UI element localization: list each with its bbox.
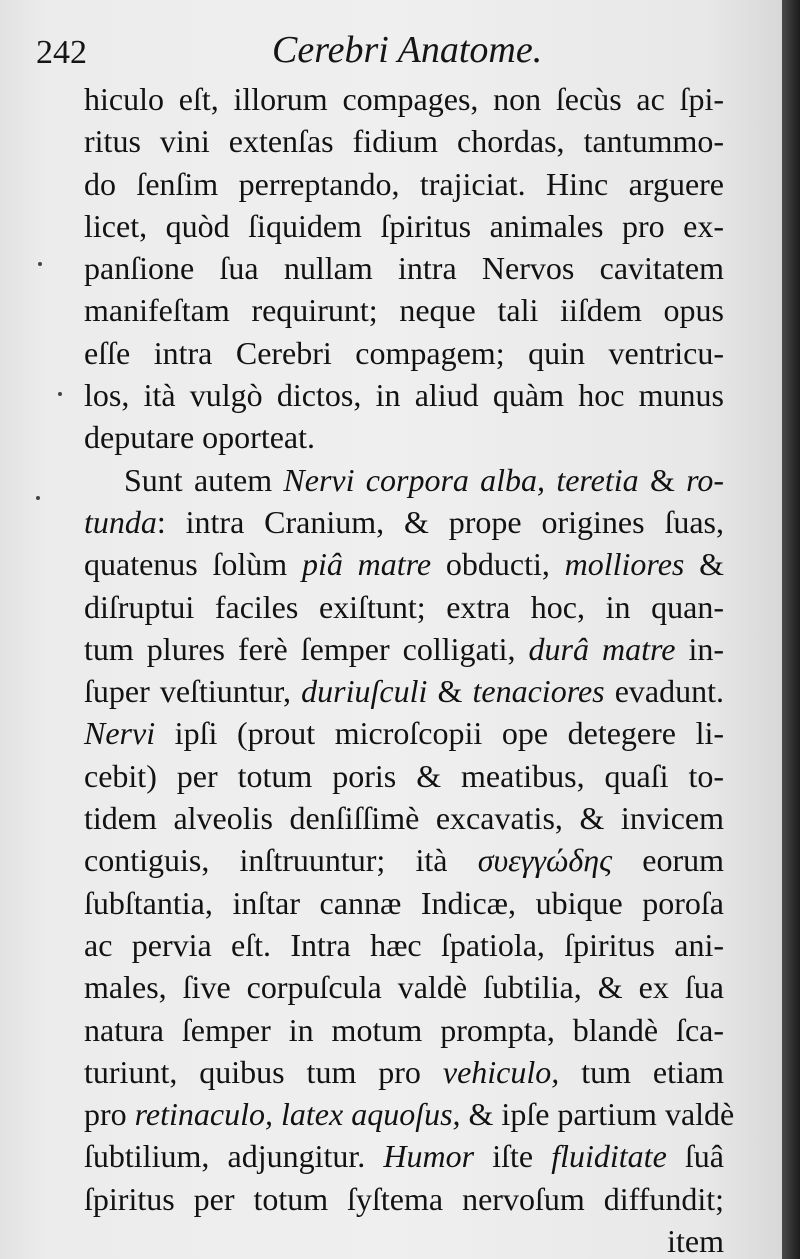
text-segment: &	[684, 546, 725, 583]
text-line	[84, 1135, 724, 1177]
text-line: natura ſemper in motum prompta, blandè ſca-	[84, 1011, 724, 1048]
text-segment: & ipſe partium valdè	[460, 1096, 735, 1133]
text-line	[84, 543, 724, 585]
text-line: eſſe intra Cerebri compagem; quin ventricu-	[84, 334, 724, 371]
text-line	[84, 670, 724, 712]
text-segment: obducti,	[431, 546, 565, 583]
body-text	[84, 78, 735, 1259]
text-segment: eorum	[612, 842, 724, 879]
text-segment: evadunt.	[604, 673, 725, 710]
text-segment: &	[427, 673, 473, 710]
text-line: ſpiritus per totum ſyſtema nervoſum diffundit;	[84, 1180, 724, 1217]
text-line: do ſenſim perreptando, trajiciat. Hinc arguere	[84, 165, 724, 202]
text-line	[84, 712, 724, 754]
italic-segment: duriuſculi	[301, 673, 428, 710]
text-segment: quatenus ſolùm	[84, 546, 302, 583]
text-segment: &	[638, 461, 687, 498]
text-line	[84, 1051, 724, 1093]
text-segment: iſte	[474, 1138, 552, 1175]
italic-segment: συεγγώδης	[477, 842, 613, 879]
text-line	[84, 1093, 735, 1135]
text-line: panſione ſua nullam intra Nervos cavitatem	[84, 250, 724, 287]
text-segment: turiunt, quibus tum pro	[84, 1053, 443, 1090]
text-segment: contiguis, inſtruuntur; ità	[84, 842, 478, 879]
text-segment: ſubtilium, adjungitur.	[84, 1138, 384, 1175]
text-line: deputare oporteat.	[84, 419, 315, 456]
italic-segment: piâ matre	[301, 546, 432, 583]
text-segment: tum etiam	[559, 1053, 725, 1090]
text-line: ac pervia eſt. Intra hæc ſpatiola, ſpiritus ani-	[84, 926, 724, 963]
text-line: manifeſtam requirunt; neque tali iiſdem opus	[84, 292, 724, 329]
text-segment: ſuper veſtiuntur,	[84, 673, 302, 710]
italic-segment: Nervi corpora alba, teretia	[283, 461, 639, 498]
text-line: los, ità vulgò dictos, in aliud quàm hoc munus	[84, 377, 724, 414]
text-line: ritus vini extenſas fidium chordas, tantummo-	[84, 123, 724, 160]
text-line: item	[667, 1223, 724, 1259]
italic-segment: tenaciores	[472, 673, 605, 710]
margin-mark	[38, 262, 42, 266]
text-line: ſubſtantia, inſtar cannæ Indicæ, ubique poroſa	[84, 884, 724, 921]
text-segment: ipſi (prout microſcopii ope detegere li-	[155, 715, 724, 752]
italic-segment: ro-	[686, 461, 725, 498]
italic-segment: Nervi	[84, 715, 156, 752]
italic-segment: retinaculo, latex aquoſus,	[134, 1096, 461, 1133]
italic-segment: Humor	[383, 1138, 475, 1175]
italic-segment: vehiculo,	[442, 1053, 560, 1090]
page-header	[36, 28, 736, 72]
text-segment: Sunt autem	[124, 461, 284, 498]
text-line	[84, 839, 724, 881]
text-segment: pro	[84, 1096, 135, 1133]
page-edge-shadow	[782, 0, 800, 1259]
italic-segment: molliores	[564, 546, 685, 583]
margin-mark	[36, 496, 40, 500]
text-line	[84, 459, 724, 501]
text-segment: ſuâ	[666, 1138, 724, 1175]
text-line: males, ſive corpuſcula valdè ſubtilia, & ex ſua	[84, 969, 724, 1006]
margin-mark	[58, 392, 62, 396]
text-line	[84, 628, 724, 670]
text-line: cebit) per totum poris & meatibus, quaſi to-	[84, 757, 724, 794]
running-head: Cerebri Anatome.	[272, 29, 543, 71]
italic-segment: durâ matre	[528, 630, 676, 667]
text-segment: : intra Cranium, & prope origines ſuas,	[156, 503, 724, 540]
text-line	[84, 501, 724, 543]
text-line: licet, quòd ſiquidem ſpiritus animales pro ex-	[84, 207, 724, 244]
text-segment: in-	[675, 630, 725, 667]
italic-segment: tunda	[84, 503, 157, 540]
text-line: tidem alveolis denſiſſimè excavatis, & invicem	[84, 800, 724, 837]
italic-segment: fluiditate	[551, 1138, 667, 1175]
text-segment: tum plures ferè ſemper colligati,	[84, 630, 529, 667]
text-line: hiculo eſt, illorum compages, non ſecùs ac ſpi-	[84, 81, 724, 117]
page-number: 242	[36, 34, 87, 71]
text-line: diſruptui faciles exiſtunt; extra hoc, in quan-	[84, 588, 724, 625]
